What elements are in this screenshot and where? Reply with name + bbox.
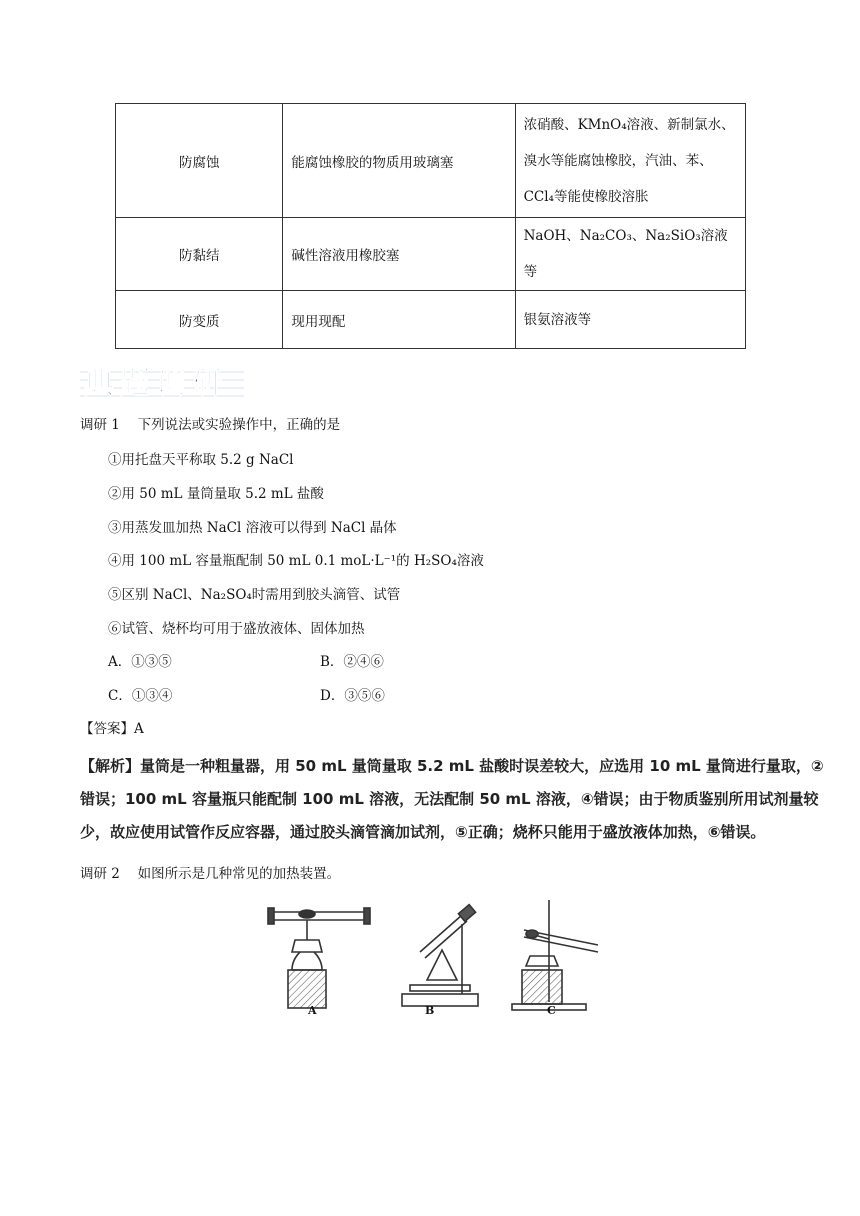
option-b: B．②④⑥	[320, 654, 384, 670]
table-cell: 碱性溶液用橡胶塞	[283, 218, 515, 291]
apparatus-illustration	[262, 890, 610, 1022]
option-a: A．①③⑤	[108, 654, 172, 670]
answer: 【答案】A	[80, 721, 144, 737]
table-cell: 防腐蚀	[116, 104, 283, 218]
heating-apparatus-figure	[262, 890, 610, 1022]
analysis-line: 少，故应使用试管作反应容器，通过胶头滴管滴加试剂，⑤正确；烧杯只能用于盛放液体加热，⑥错误。	[80, 823, 766, 841]
analysis-line: 【解析】量筒是一种粗量器，用 50 mL 量筒量取 5.2 mL 盐酸时误差较大，应选用 10 mL 量筒进行量取，②	[80, 757, 824, 775]
table-cell	[515, 104, 745, 218]
cell-line: 溴水等能腐蚀橡胶，汽油、苯、	[523, 152, 713, 169]
question-item: ①用托盘天平称取 5.2 g NaCl	[108, 452, 294, 468]
question-stem: 调研 1 下列说法或实验操作中，正确的是	[80, 417, 341, 433]
option-c: C．①③④	[108, 688, 173, 704]
table-row	[116, 218, 746, 291]
table-cell: 能腐蚀橡胶的物质用玻璃塞	[283, 104, 515, 218]
table-cell: 防黏结	[116, 218, 283, 291]
cell-line: 银氨溶液等	[523, 311, 592, 328]
question-item: ④用 100 mL 容量瓶配制 50 mL 0.1 moL·L⁻¹的 H₂SO₄溶液	[108, 553, 484, 569]
cell-line: CCl₄等能使橡胶溶胀	[523, 188, 649, 205]
question-stem: 调研 2 如图所示是几种常见的加热装置。	[80, 866, 341, 882]
table-row	[116, 104, 746, 218]
section-heading	[80, 362, 244, 400]
table-row	[116, 291, 746, 349]
question-item: ③用蒸发皿加热 NaCl 溶液可以得到 NaCl 晶体	[108, 520, 397, 536]
figure-label-b: B	[425, 1004, 435, 1017]
table-cell: 现用现配	[283, 291, 515, 349]
table-cell: 防变质	[116, 291, 283, 349]
cell-line: NaOH、Na₂CO₃、Na₂SiO₃溶液等	[523, 228, 728, 280]
option-d: D．③⑤⑥	[320, 688, 385, 704]
analysis-block	[80, 750, 824, 850]
question-item: ②用 50 mL 量筒量取 5.2 mL 盐酸	[108, 486, 324, 502]
table-cell	[515, 218, 745, 291]
question-item: ⑤区别 NaCl、Na₂SO₄时需用到胶头滴管、试管	[108, 587, 401, 603]
cell-line: 浓硝酸、KMnO₄溶液、新制氯水、	[523, 116, 735, 133]
question-item: ⑥试管、烧杯均可用于盛放液体、固体加热	[108, 621, 365, 637]
section-heading-text: 典题调研	[84, 366, 228, 400]
figure-label-c: C	[547, 1004, 556, 1017]
analysis-line: 错误；100 mL 容量瓶只能配制 100 mL 溶液，无法配制 50 mL 溶液，④错误；由于物质鉴别所用试剂量较	[80, 790, 819, 808]
container-table	[115, 103, 746, 349]
table-cell	[515, 291, 745, 349]
figure-label-a: A	[308, 1004, 317, 1017]
